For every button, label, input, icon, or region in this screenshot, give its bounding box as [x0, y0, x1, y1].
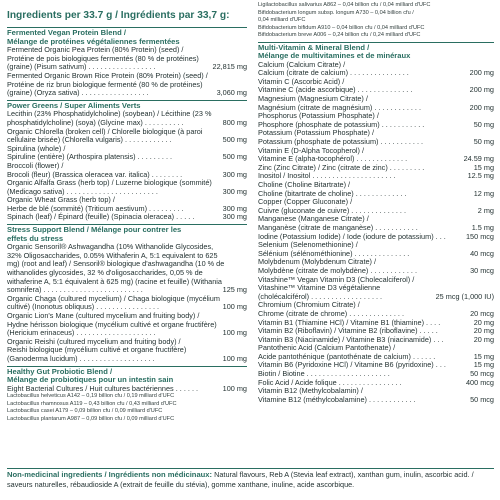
ingredient-line: Potassium (Potassium Phosphate) / — [258, 128, 374, 138]
ingredient-line: Vitamin B3 (Niacinamide) / Vitamine B3 (niacinamide) . . . — [258, 334, 444, 344]
probiotic-strain: Lactobacillus casei A179 – 0,09 billion cfu / 0,09 milliard d'UFC — [7, 408, 163, 415]
ingredient-line: Vitamine E (alpha-tocophérol) . . . . . . . . . . . . . — [258, 154, 408, 164]
ingredient-amount: 50 mcg — [470, 394, 494, 404]
probiotic-strain: 0,04 milliard d'UFC — [258, 17, 306, 23]
ingredient-item — [7, 46, 247, 72]
ingredient-amount: 50 mg — [473, 137, 494, 147]
ingredient-amount: 22,815 mg — [212, 62, 247, 72]
ingredient-amount: 20 mg — [473, 326, 494, 336]
ingredient-line: Sélénium (sélénométhionine) . . . . . . . . . . . . . . — [258, 248, 410, 258]
ingredient-line: Organic Alfalfa Grass (herb top) / Luzerne biologique (sommité) — [7, 178, 212, 188]
ingredient-item — [7, 145, 247, 162]
ingredient-line: cultivé) (Inonotus obliquus) . . . . . . . . . . . . . . . . — [7, 302, 160, 312]
section-heading: Power Greens / Super Aliments Verts — [7, 100, 141, 110]
ingredient-line: (Ganoderma lucidum) . . . . . . . . . . . . . . . . . . . — [7, 353, 155, 363]
ingredient-amount: 12.5 mg — [467, 171, 494, 181]
ingredient-line: withanolides glycosides, 32 % d'oligosaccharides, 0,05 % de — [7, 268, 203, 278]
ingredient-amount: 20 mg — [473, 317, 494, 327]
ingredient-line: Brocoli (fleur) (Brassica oleracea var. italica) . . . . . . . . — [7, 169, 183, 179]
probiotic-strain: Lactobacillus plantarum A987 – 0,09 billion cfu / 0,09 milliard d'UFC — [7, 415, 175, 422]
ingredient-amount: 15 mg — [473, 351, 494, 361]
ingredient-line: Vitamin B6 (Pyridoxine HCl) / Vitamine B6 (pyridoxine) . . . — [258, 360, 446, 370]
ingredient-amount: 1.5 mg — [471, 222, 494, 232]
ingredient-item — [7, 128, 247, 145]
ingredient-line: Selenium (Selenomethionine) / — [258, 240, 358, 250]
ingredient-line: Organic Wheat Grass (herb top) / — [7, 195, 115, 205]
ingredient-line: Copper (Copper Gluconate) / — [258, 197, 353, 207]
page-title: Ingredients per 33.7 g / Ingrédients par 33,7 g: — [7, 10, 230, 21]
ingredient-item — [258, 95, 494, 112]
ingredient-amount: 125 mg — [222, 285, 247, 295]
probiotic-strain: Lactobacillus helveticus A142 – 0,19 billion cfu / 0,19 milliard d'UFC — [7, 393, 175, 400]
probiotic-strain: Bifidobacterium longum subsp. longum A730 – 0,04 billion cfu / — [258, 9, 414, 16]
ingredient-item — [7, 213, 247, 222]
ingredient-item — [258, 198, 494, 215]
ingredient-amount: 500 mg — [222, 152, 247, 162]
ingredient-item — [258, 181, 494, 198]
ingredient-item — [258, 147, 494, 164]
ingredient-amount: 50 mcg — [470, 369, 494, 379]
ingredient-line: Organic Chlorella (broken cell) / Chlorelle biologique (à paroi — [7, 126, 203, 136]
ingredient-line: mg) (root and leaf) / Sensoril® biologique d'ashwagandha (10 % de — [7, 259, 225, 269]
ingredient-item — [7, 72, 247, 98]
ingredient-item — [258, 215, 494, 232]
ingredient-line: Acide pantothénique (pantothénate de calcium) . . . . . . — [258, 351, 436, 361]
ingredient-line: Vitamine B12 (méthylcobalamine) . . . . . . . . . . . . — [258, 394, 416, 404]
ingredient-line: Protéine de pois biologiques fermentés (80 % de protéines) — [7, 53, 199, 63]
ingredient-amount: 200 mg — [469, 68, 494, 78]
left-sections — [7, 27, 247, 423]
ingredient-item — [258, 344, 494, 361]
ingredient-line: Vitamine C (acide ascorbique) . . . . . . . . . . . . . . — [258, 85, 413, 95]
ingredient-line: Fermented Organic Brown Rice Protein (80% Protein) (seed) / — [7, 70, 208, 80]
ingredient-line: (Medicago sativa) . . . . . . . . . . . . . . . . . . . . . . . — [7, 186, 158, 196]
ingredient-amount: 400 mcg — [466, 377, 494, 387]
left-column — [7, 0, 247, 423]
ingredient-amount: 200 mg — [469, 102, 494, 112]
ingredient-amount: 500 mg — [222, 135, 247, 145]
ingredient-line: Spirulina (whole) / — [7, 143, 66, 153]
ingredient-amount: 40 mcg — [470, 248, 494, 258]
ingredient-line: Reishi biologique (mycélium cultivé et organe fructifère) — [7, 345, 187, 355]
ingredient-line: Magnésium (citrate de magnésium) . . . . . . . . . . . . — [258, 102, 422, 112]
ingredient-amount: 3,060 mg — [216, 88, 247, 98]
ingredient-line: Spinach (leaf) / Épinard (feuille) (Spinacia oleracea) . . . . . — [7, 212, 195, 222]
ingredient-amount: 15 mg — [473, 360, 494, 370]
ingredient-line: Organic Lion's Mane (cultured mycelium and fruiting body) / — [7, 311, 200, 320]
ingredient-line: Manganese (Manganese Citrate) / — [258, 214, 369, 224]
ingredient-line: Vitashine™ Vitamine D3 végétalienne — [258, 283, 381, 293]
footer-heading: Non-medicinal ingredients / Ingrédients non médicinaux: — [7, 470, 213, 479]
ingredient-line: Chrome (citrate de chrome) . . . . . . . . . . . . . . — [258, 308, 404, 318]
ingredient-line: Organic Chaga (cultured mycelium) / Chaga biologique (mycélium — [7, 293, 220, 303]
section-heading-line: Mélange de multivitamines et de minéraux — [258, 51, 411, 61]
section-heading: Healthy Gut Probiotic Blend / — [7, 366, 113, 376]
ingredient-line: Phosphorus (Potassium Phosphate) / — [258, 111, 379, 121]
section-heading — [258, 44, 494, 61]
ingredient-line: Protéine de riz brun biologique fermenté (80 % de protéines) — [7, 79, 203, 89]
ingredient-line: somnifera) . . . . . . . . . . . . . . . . . . . . . . . . . — [7, 285, 143, 295]
probiotic-strain: Bifidobacterium breve A006 – 0,24 billion cfu / 0,24 milliard d'UFC — [258, 32, 421, 38]
footer-divider — [7, 468, 494, 469]
ingredient-line: (graine) (Oryza sativa) . . . . . . . . . . . . . . . . . — [7, 88, 149, 98]
ingredient-line: Molybdenum (Molybdenum Citrate) / — [258, 257, 377, 267]
ingredient-list — [258, 61, 494, 405]
section-heading: Mélange de protéines végétaliennes fermentées — [7, 36, 180, 46]
ingredient-line: Hydne hérisson biologique (mycélium cultivé et organe fructifère) — [7, 319, 217, 329]
ingredient-item — [258, 61, 494, 78]
ingredient-line: Calcium (citrate de calcium) . . . . . . . . . . . . . . . — [258, 68, 409, 78]
ingredient-line: Inositol / Inositol . . . . . . . . . . . . . . . . . . . . . — [258, 171, 396, 181]
ingredient-line: Magnesium (Magnesium Citrate) / — [258, 94, 368, 104]
ingredient-amount: 200 mg — [469, 85, 494, 95]
ingredient-amount: 50 mg — [473, 119, 494, 129]
ingredient-amount: 300 mg — [222, 212, 247, 222]
section-heading: Stress Support Blend / Mélange pour contrer les — [7, 225, 182, 235]
section-multivitamin — [258, 42, 494, 405]
ingredient-amount: 300 mg — [222, 203, 247, 213]
ingredient-line: Vitashine™ Vegan Vitamin D3 (Cholecalciferol) / — [258, 274, 415, 284]
ingredient-line: Phosphore (phosphate de potassium) . . . . . . . . . . . — [258, 119, 425, 129]
ingredient-line: Biotin / Biotine . . . . . . . . . . . . . . . . . . . . . — [258, 369, 390, 379]
ingredient-item — [7, 110, 247, 127]
ingredient-item — [258, 276, 494, 302]
ingredient-line: Vitamin C (Ascorbic Acid) / — [258, 76, 345, 86]
ingredient-item — [7, 162, 247, 179]
ingredient-amount: 20 mcg — [470, 308, 494, 318]
ingredient-item — [7, 179, 247, 196]
ingredient-section — [7, 366, 247, 424]
ingredient-item — [258, 258, 494, 275]
right-column — [258, 2, 494, 404]
ingredient-amount: 24.59 mg — [463, 154, 494, 164]
ingredient-line: Iodine (Potassium Iodide) / Iode (iodure de potassium) . . . — [258, 231, 446, 241]
ingredient-line: cellulaire brisée) (Chlorella vulgaris) . . . . . . . . . . . . — [7, 135, 172, 145]
ingredient-item — [7, 196, 247, 213]
ingredient-item — [258, 78, 494, 95]
ingredient-amount: 100 mg — [222, 383, 247, 393]
ingredient-item — [7, 295, 247, 312]
ingredient-amount: 15 mg — [473, 162, 494, 172]
ingredient-amount: 100 mg — [222, 353, 247, 363]
ingredient-amount: 300 mg — [222, 169, 247, 179]
probiotic-strain: Bifidobacterium bifidum A910 – 0,04 billion cfu / 0,04 milliard d'UFC — [258, 24, 425, 31]
ingredient-amount: 300 mg — [222, 186, 247, 196]
ingredient-line: Organic Sensoril® Ashwagandha (10% Withanolide Glycosides, — [7, 242, 214, 252]
ingredient-item — [7, 243, 247, 295]
ingredient-item — [258, 241, 494, 258]
ingredient-amount: 25 mcg (1,000 IU) — [435, 291, 494, 301]
ingredient-amount: 30 mcg — [470, 265, 494, 275]
ingredient-amount: 800 mg — [222, 117, 247, 127]
ingredient-line: (graine) (Pisum sativum) . . . . . . . . . . . . . . . . . — [7, 62, 156, 72]
ingredient-amount: 20 mg — [473, 334, 494, 344]
ingredient-item — [258, 387, 494, 404]
ingredient-line: Vitamin B2 (Riboflavin) / Vitamine B2 (riboflavine) . . . . . — [258, 326, 438, 336]
ingredient-line: Molybdène (citrate de molybdène) . . . . . . . . . . . . — [258, 265, 417, 275]
section-heading-line: Multi-Vitamin & Mineral Blend / — [258, 42, 370, 52]
ingredient-item — [7, 338, 247, 364]
ingredient-line: Choline (bitartrate de choline) . . . . . . . . . . . . . — [258, 188, 407, 198]
ingredient-amount: 100 mg — [222, 328, 247, 338]
footer-text-en: Natural flavours, Reb A (Stevia leaf extract), xanthan gum, inulin, ascorbic acid. — [212, 470, 472, 479]
ingredient-line: Organic Reishi (cultured mycelium and fruiting body) / — [7, 336, 181, 346]
ingredient-item — [258, 301, 494, 318]
ingredient-line: Calcium (Calcium Citrate) / — [258, 59, 346, 69]
ingredient-line: Chromium (Chromium Citrate) / — [258, 300, 360, 310]
ingredient-amount: 12 mg — [473, 188, 494, 198]
ingredient-line: Fermented Organic Pea Protein (80% Protein) (seed) / — [7, 45, 184, 55]
ingredient-section — [7, 100, 247, 222]
section-heading: Mélange de probiotiques pour un intestin sain — [7, 375, 174, 385]
ingredient-line: Vitamin E (D-Alpha Tocopherol) / — [258, 145, 364, 155]
ingredient-line: Zinc (Zinc Citrate) / Zinc (citrate de zinc) . . . . . . . . . — [258, 162, 425, 172]
ingredient-line: (cholécalciférol) . . . . . . . . . . . . . . . . . . — [258, 291, 383, 301]
non-medicinal-ingredients — [7, 470, 494, 489]
ingredient-amount: 2 mg — [477, 205, 494, 215]
ingredient-line: Choline (Choline Bitartrate) / — [258, 180, 351, 189]
ingredient-item — [258, 129, 494, 146]
ingredient-line: Spiruline (entière) (Arthospira platensis) . . . . . . . . . — [7, 152, 173, 162]
ingredient-item — [7, 312, 247, 338]
ingredient-line: Vitamin B1 (Thiamine HCl) / Vitamine B1 (thiamine) . . . . — [258, 317, 441, 327]
ingredient-line: phosphatidylcholine) (soya) (Glycine max) . . . . . . . . . . — [7, 117, 184, 127]
footer-text-fr: / saveurs naturelles, rébaudioside A (extrait de feuille du stévia), gomme xanthane, inuline, acide ascorbique. — [7, 470, 474, 489]
ingredient-amount: 150 mcg — [466, 231, 494, 241]
ingredient-line: Potassium (phosphate de potassium) . . . . . . . . . . . — [258, 137, 424, 147]
section-heading: effets du stress — [7, 233, 64, 243]
ingredient-line: Cuivre (gluconate de cuivre) . . . . . . . . . . . . . . — [258, 205, 407, 215]
ingredient-section — [7, 27, 247, 98]
ingredient-line: Pantothenic Acid (Calcium Pantothenate) / — [258, 343, 396, 353]
probiotic-strain-list-continued — [258, 2, 494, 40]
ingredient-amount: 100 mg — [222, 302, 247, 312]
section-heading: Fermented Vegan Protein Blend / — [7, 28, 126, 37]
ingredient-line: Vitamin B12 (Methylcobalamin) / — [258, 386, 363, 396]
probiotic-strain: Lactobacillus rhamnosus A119 – 0,43 billion cfu / 0,43 milliard d'UFC — [7, 400, 177, 407]
ingredient-line: Manganèse (citrate de manganèse) . . . . . . . . . . . — [258, 222, 418, 232]
ingredient-line: Broccoli (flower) / — [7, 160, 64, 170]
ingredient-line: withaferine A, 5:1 équivalent à 625 mg) (racine et feuille) (Withania — [7, 276, 222, 286]
ingredient-line: Herbe de blé (sommité) (Triticum aestivum) . . . . . . . . . — [7, 203, 184, 213]
probiotic-strain: Ligilactobacillus salivarius A862 – 0,04 billion cfu / 0,04 milliard d'UFC — [258, 2, 431, 8]
ingredient-line: Lecithin (23% Phosphatidylcholine) (soybean) / Lécithine (23 % — [7, 109, 212, 119]
ingredient-line: Eight Bacterial Cultures / Huit cultures bactériennes . . . . . . — [7, 383, 199, 393]
ingredient-line: Folic Acid / Acide folique . . . . . . . . . . . . . . . . — [258, 377, 402, 387]
ingredient-item — [7, 385, 247, 394]
ingredient-line: 32% Oligosaccharides, 0.05% Withaferin A, 5:1 equivalent to 625 — [7, 250, 218, 260]
ingredient-section — [7, 224, 247, 364]
ingredient-line: (Hericium erinaceus) . . . . . . . . . . . . . . . . . . . . — [7, 328, 156, 338]
ingredient-item — [258, 112, 494, 129]
